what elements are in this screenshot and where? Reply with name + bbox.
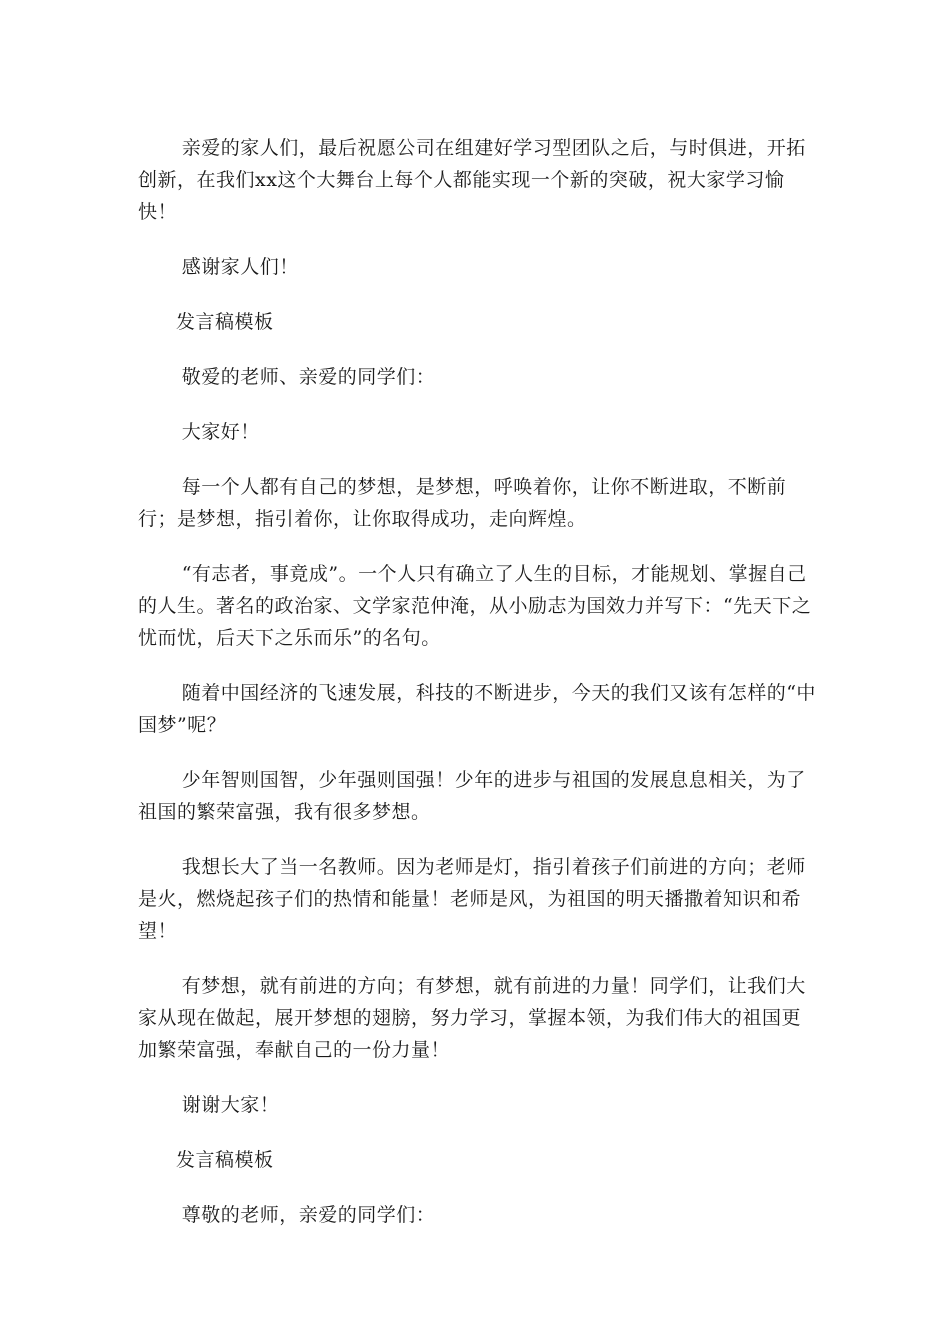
- paragraph-youth-strength: 少年智则国智，少年强则国强！少年的进步与祖国的发展息息相关，为了祖国的繁荣富强，我有很多梦想。: [138, 769, 806, 823]
- paragraph-aspiration-quote: “有志者，事竟成”。一个人只有确立了人生的目标，才能规划、掌握自己的人生。著名的政治家、文学家范仲淹，从小励志为国效力并写下：“先天下之忧而忧，后天下之乐而乐”的名句。: [138, 563, 812, 649]
- paragraph-salutation: 敬爱的老师、亲爱的同学们：: [181, 366, 436, 388]
- paragraph-thanks-all: 谢谢大家！: [181, 1094, 280, 1116]
- paragraph-thanks-family: 感谢家人们！: [181, 256, 299, 278]
- paragraph-closing-wishes: 亲爱的家人们，最后祝愿公司在组建好学习型团队之后，与时俱进，开拓创新，在我们xx这个大舞台上每个人都能实现一个新的突破，祝大家学习愉快！: [138, 137, 806, 223]
- section-heading: 发言稿模板: [176, 1149, 274, 1171]
- paragraph-teacher-dream: 我想长大了当一名教师。因为老师是灯，指引着孩子们前进的方向；老师是火，燃烧起孩子们的热情和能量！老师是风，为祖国的明天播撒着知识和希望！: [138, 856, 806, 942]
- paragraph-greeting: 大家好！: [181, 421, 260, 443]
- section-heading: 发言稿模板: [176, 311, 274, 333]
- paragraph-china-dream: 随着中国经济的飞速发展，科技的不断进步，今天的我们又该有怎样的“中国梦”呢？: [138, 682, 816, 736]
- paragraph-dream-intro: 每一个人都有自己的梦想，是梦想，呼唤着你，让你不断进取，不断前行；是梦想，指引着你，让你取得成功，走向辉煌。: [138, 476, 787, 530]
- paragraph-call-to-action: 有梦想，就有前进的方向；有梦想，就有前进的力量！同学们，让我们大家从现在做起，展开梦想的翅膀，努力学习，掌握本领，为我们伟大的祖国更加繁荣富强，奉献自己的一份力量！: [138, 975, 806, 1061]
- paragraph-salutation: 尊敬的老师，亲爱的同学们：: [181, 1204, 436, 1226]
- document-body: [138, 132, 818, 1254]
